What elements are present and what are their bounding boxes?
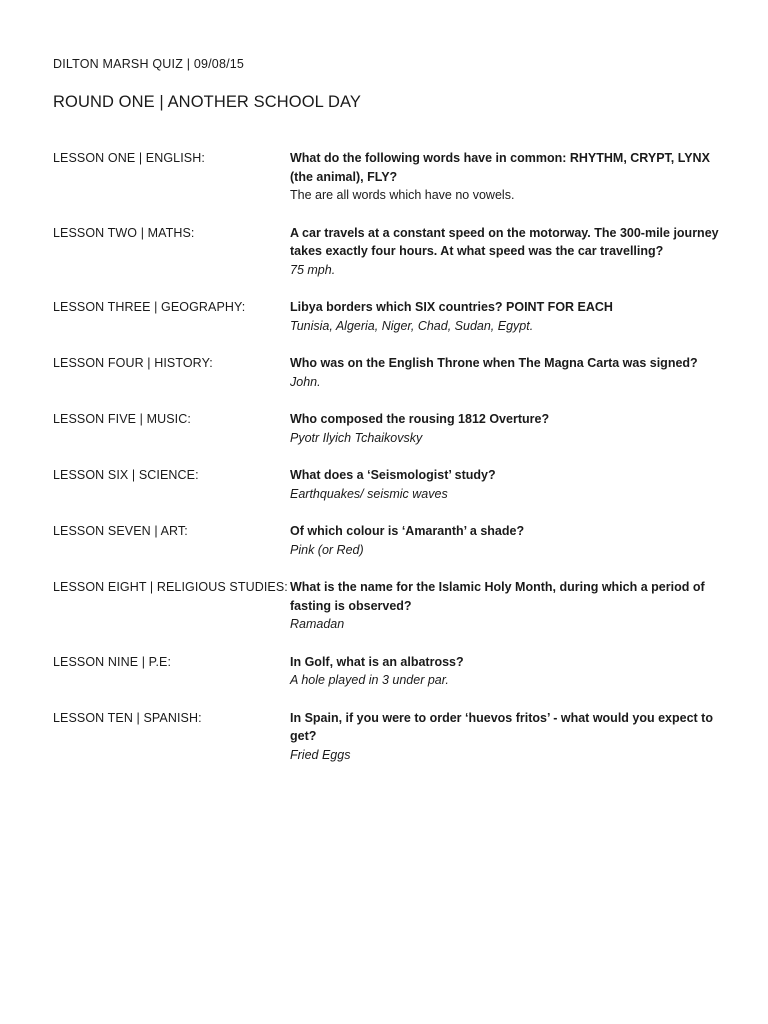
document-header: DILTON MARSH QUIZ | 09/08/15 [53,57,245,71]
lesson-answer: Ramadan [290,617,345,631]
lesson-label: LESSON TEN | SPANISH: [53,710,202,725]
lesson-label: LESSON SIX | SCIENCE: [53,468,199,482]
lesson-answer: Earthquakes/ seismic waves [290,486,448,501]
lesson-item [53,578,728,634]
lesson-item [53,522,728,559]
lesson-question: What does a ‘Seismologist’ study? [290,468,496,482]
lesson-answer: Pink (or Red) [290,542,364,557]
lesson-item [53,354,728,391]
lesson-label: LESSON EIGHT | RELIGIOUS STUDIES: [53,580,288,594]
lesson-body [290,298,728,335]
lesson-question: What is the name for the Islamic Holy Month, during which a period of fasting is observed? [290,580,705,613]
lesson-answer: 75 mph. [290,262,336,277]
lesson-body [290,354,728,391]
round-title: ROUND ONE | ANOTHER SCHOOL DAY [53,93,361,111]
lesson-body [290,149,728,205]
lesson-label: LESSON TWO | MATHS: [53,225,195,240]
lesson-label: LESSON NINE | P.E: [53,654,172,669]
lesson-question: In Golf, what is an albatross? [290,654,464,669]
lesson-item [53,149,728,205]
lesson-item [53,466,728,503]
lesson-label: LESSON FIVE | MUSIC: [53,412,191,426]
lesson-body [290,224,728,280]
lesson-question: In Spain, if you were to order ‘huevos fritos’ - what would you expect to get? [290,710,713,743]
lesson-label: LESSON SEVEN | ART: [53,524,188,538]
lesson-body [290,410,728,447]
lesson-body [290,522,728,559]
lesson-label: LESSON THREE | GEOGRAPHY: [53,300,246,314]
lesson-answer: Pyotr Ilyich Tchaikovsky [290,430,423,445]
lesson-answer: John. [290,374,321,389]
lesson-label: LESSON ONE | ENGLISH: [53,151,205,165]
lesson-body [290,653,728,690]
lesson-body [290,466,728,503]
lesson-question: Who composed the rousing 1812 Overture? [290,412,550,426]
lesson-answer: Tunisia, Algeria, Niger, Chad, Sudan, Egypt. [290,318,534,333]
lesson-item [53,709,728,765]
lesson-answer: The are all words which have no vowels. [290,188,515,202]
lesson-question: What do the following words have in common: RHYTHM, CRYPT, LYNX (the animal), FLY? [290,151,710,184]
lesson-question: Libya borders which SIX countries? POINT FOR EACH [290,300,613,314]
lesson-question: Of which colour is ‘Amaranth’ a shade? [290,524,525,538]
lesson-body [290,578,728,634]
lesson-label: LESSON FOUR | HISTORY: [53,356,213,370]
lesson-item [53,224,728,280]
lesson-body [290,709,728,765]
lesson-item [53,653,728,690]
lesson-item [53,410,728,447]
lesson-item [53,298,728,335]
lesson-question: A car travels at a constant speed on the motorway. The 300-mile journey takes exactly four hours. At what speed was the car travelling? [290,225,719,258]
lesson-question: Who was on the English Throne when The Magna Carta was signed? [290,356,698,370]
lesson-answer: A hole played in 3 under par. [290,673,449,687]
lesson-answer: Fried Eggs [290,747,351,762]
